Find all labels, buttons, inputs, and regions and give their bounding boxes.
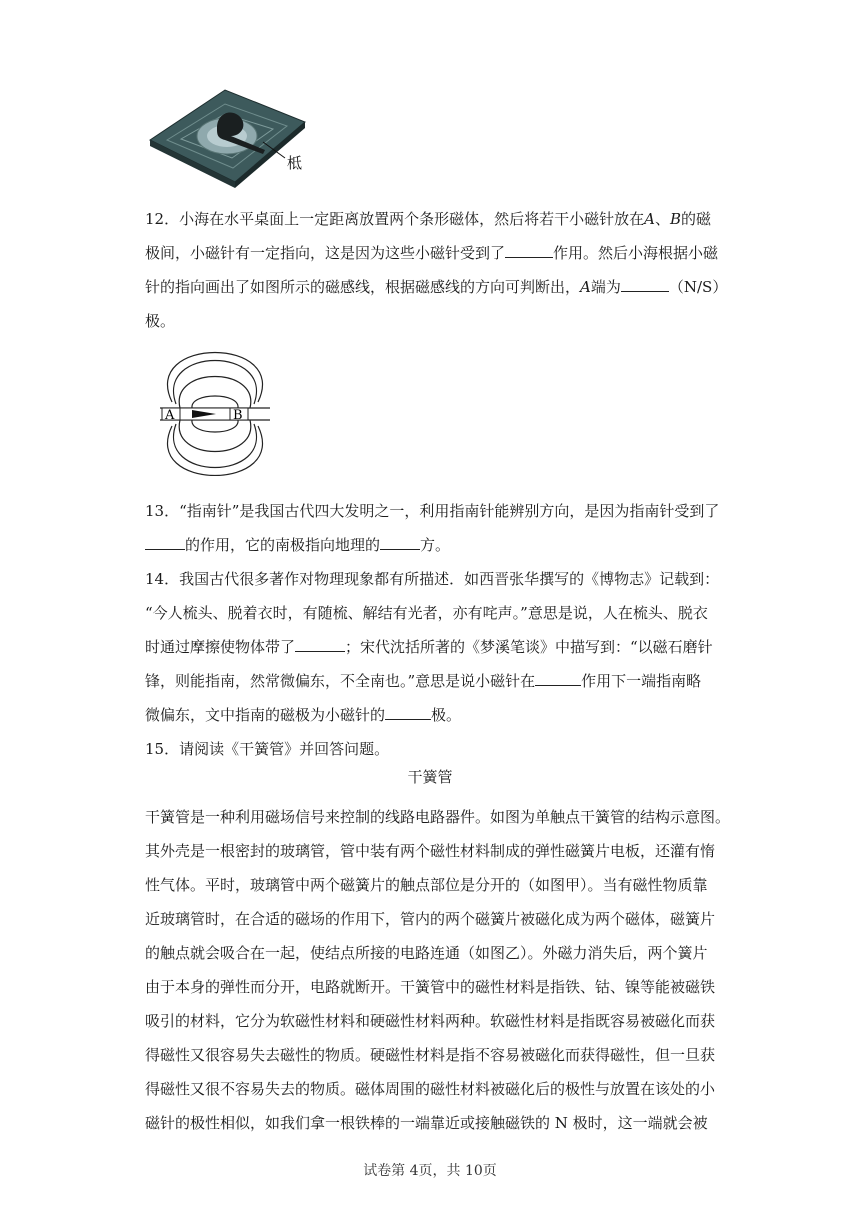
page-footer: 试卷第 4页，共 10页 bbox=[363, 1163, 497, 1179]
answer-blank[interactable] bbox=[380, 535, 420, 550]
answer-blank[interactable] bbox=[295, 637, 345, 652]
answer-blank[interactable] bbox=[385, 705, 431, 720]
reading-line: 近玻璃管时，在合适的磁场的作用下，管内的两个磁簧片被磁化成为两个磁体，磁簧片 bbox=[145, 910, 716, 928]
reading-title: 干簧管 bbox=[407, 768, 453, 786]
reading-line: 吸引的材料，它分为软磁性材料和硬磁性材料两种。软磁性材料是指既容易被磁化而获 bbox=[145, 1012, 716, 1030]
q14-line4: 锋，则能指南，然常微偏东，不全南也。”意思是说小磁针在 作用下一端指南略 bbox=[145, 672, 702, 690]
answer-blank[interactable] bbox=[621, 277, 669, 292]
reading-line: 的触点就会吸合在一起，使结点所接的电路连通（如图乙）。外磁力消失后，两个簧片 bbox=[145, 944, 708, 962]
answer-blank[interactable] bbox=[505, 243, 553, 258]
q14-line3: 时通过摩擦使物体带了 ；宋代沈括所著的《梦溪笔谈》中描写到：“以磁石磨针 bbox=[145, 638, 713, 656]
q14-line2: “今人梳头、脱着衣时，有随梳、解结有光者，亦有咤声。”意思是说，人在梳头、脱衣 bbox=[145, 604, 708, 622]
reading-line: 干簧管是一种利用磁场信号来控制的线路电路器件。如图为单触点干簧管的结构示意图。 bbox=[145, 808, 731, 826]
reading-line: 得磁性又很不容易失去的物质。磁体周围的磁性材料被磁化后的极性与放置在该处的小 bbox=[145, 1080, 716, 1098]
magnetic-field-figure bbox=[150, 346, 280, 476]
pole-b-label: B bbox=[233, 408, 243, 423]
q13-line2: 的作用，它的南极指向地理的 方。 bbox=[145, 528, 450, 562]
q12-line4: 极。 bbox=[145, 312, 176, 330]
compass-label: 柢 bbox=[287, 154, 303, 172]
q14-line1: 14．我国古代很多著作对物理现象都有所描述．如西晋张华撰写的《博物志》记载到： bbox=[145, 570, 720, 588]
answer-blank[interactable] bbox=[145, 535, 185, 550]
q15-prompt: 15．请阅读《干簧管》并回答问题。 bbox=[145, 740, 390, 758]
q12-line3: 针的指向画出了如图所示的磁感线，根据磁感线的方向可判断出，A端为 （N/S） bbox=[145, 278, 728, 296]
compass-spoon-figure bbox=[145, 82, 315, 190]
reading-line: 得磁性又很容易失去磁性的物质。硬磁性材料是指不容易被磁化而获得磁性，但一旦获 bbox=[145, 1046, 716, 1064]
answer-blank[interactable] bbox=[535, 671, 581, 686]
q12-line2: 极间，小磁针有一定指向，这是因为这些小磁针受到了 作用。然后小海根据小磁 bbox=[145, 244, 719, 262]
pole-a-label: A bbox=[165, 408, 175, 423]
reading-line: 性气体。平时，玻璃管中两个磁簧片的触点部位是分开的（如图甲）。当有磁性物质靠 bbox=[145, 876, 708, 894]
q13-line1: 13．“指南针”是我国古代四大发明之一，利用指南针能辨别方向，是因为指南针受到了 bbox=[145, 502, 720, 520]
q14-line5: 微偏东，文中指南的磁极为小磁针的 极。 bbox=[145, 706, 462, 724]
reading-line: 磁针的极性相似，如我们拿一根铁棒的一端靠近或接触磁铁的 N 极时，这一端就会被 bbox=[145, 1114, 708, 1132]
reading-line: 其外壳是一根密封的玻璃管，管中装有两个磁性材料制成的弹性磁簧片电板，还灌有惰 bbox=[145, 842, 716, 860]
q12-line1: 12．小海在水平桌面上一定距离放置两个条形磁体，然后将若干小磁针放在A、B的磁 bbox=[145, 210, 711, 228]
reading-line: 由于本身的弹性而分开，电路就断开。干簧管中的磁性材料是指铁、钴、镍等能被磁铁 bbox=[145, 978, 716, 996]
